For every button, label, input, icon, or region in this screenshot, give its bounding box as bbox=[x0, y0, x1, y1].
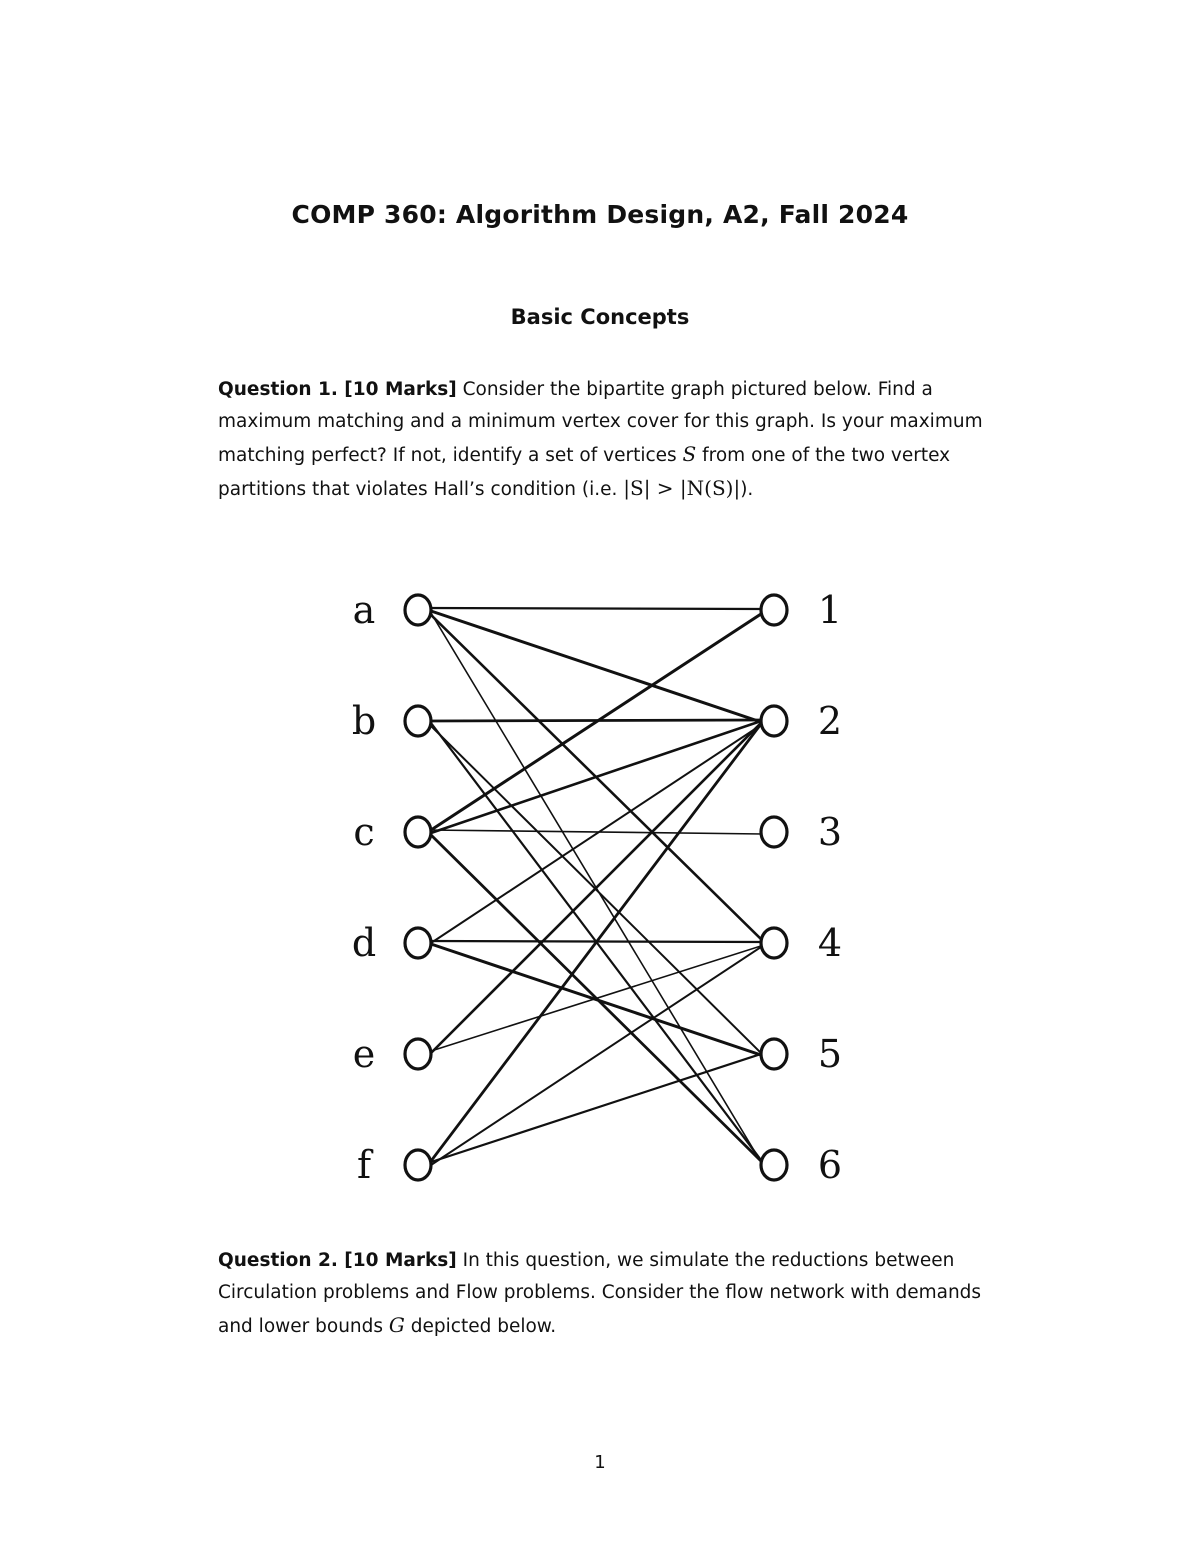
graph-edge-d-5 bbox=[428, 943, 764, 1056]
graph-vertex-label-a: a bbox=[352, 588, 376, 632]
graph-edge-f-5 bbox=[428, 1053, 764, 1163]
graph-edge-a-2 bbox=[428, 610, 764, 723]
question-1-label: Question 1. [10 Marks] bbox=[218, 379, 457, 400]
graph-vertex-1 bbox=[761, 595, 787, 625]
graph-edge-f-4 bbox=[428, 945, 764, 1167]
graph-edge-c-2 bbox=[428, 720, 764, 834]
question-2-label: Question 2. [10 Marks] bbox=[218, 1250, 457, 1271]
graph-vertex-label-b: b bbox=[351, 699, 377, 743]
graph-vertex-d bbox=[405, 928, 431, 958]
math-hall-condition: |S| > |N(S)| bbox=[623, 476, 741, 500]
question-1 bbox=[218, 374, 988, 506]
graph-vertex-label-1: 1 bbox=[817, 588, 843, 632]
question-1-text-3: ). bbox=[740, 479, 754, 500]
graph-vertex-f bbox=[405, 1150, 431, 1180]
graph-vertex-label-6: 6 bbox=[817, 1143, 843, 1187]
graph-vertex-label-3: 3 bbox=[817, 810, 843, 854]
graph-vertex-label-4: 4 bbox=[817, 921, 843, 965]
question-2-text-2: depicted below. bbox=[404, 1316, 557, 1337]
graph-vertex-label-2: 2 bbox=[817, 699, 843, 743]
graph-vertex-b bbox=[405, 706, 431, 736]
section-heading: Basic Concepts bbox=[510, 305, 690, 329]
question-2 bbox=[218, 1245, 988, 1343]
graph-vertex-label-5: 5 bbox=[817, 1032, 843, 1076]
graph-vertex-3 bbox=[761, 817, 787, 847]
graph-edges bbox=[428, 608, 764, 1167]
page-number: 1 bbox=[594, 1452, 606, 1473]
graph-vertex-c bbox=[405, 817, 431, 847]
graph-vertex-label-e: e bbox=[352, 1032, 376, 1076]
graph-vertex-4 bbox=[761, 928, 787, 958]
graph-vertex-e bbox=[405, 1039, 431, 1069]
document-title: COMP 360: Algorithm Design, A2, Fall 2024 bbox=[291, 200, 909, 229]
graph-edge-a-1 bbox=[428, 608, 764, 609]
math-graph-g: G bbox=[388, 1313, 405, 1337]
graph-vertex-a bbox=[405, 595, 431, 625]
math-set-s: S bbox=[682, 442, 697, 466]
question-2-text-1: In this question, we simulate the reductions between Circulation problems and Flow problems. Consider the flow network with demands and lower bounds bbox=[218, 1250, 982, 1337]
graph-vertex-2 bbox=[761, 706, 787, 736]
graph-vertex-label-d: d bbox=[351, 921, 377, 965]
graph-vertex-label-f: f bbox=[356, 1143, 372, 1187]
question-1-text-1: Consider the bipartite graph pictured below. Find a maximum matching and a minimum vertex cover for this graph. Is your maximum matching perfect? If not, identify a set of vertices bbox=[218, 379, 983, 466]
question-1-text-2: from one of the two vertex partitions that violates Hall’s condition (i.e. bbox=[218, 445, 951, 500]
graph-vertex-label-c: c bbox=[353, 810, 375, 854]
graph-vertex-6 bbox=[761, 1150, 787, 1180]
bipartite-graph bbox=[330, 570, 890, 1190]
graph-vertex-5 bbox=[761, 1039, 787, 1069]
